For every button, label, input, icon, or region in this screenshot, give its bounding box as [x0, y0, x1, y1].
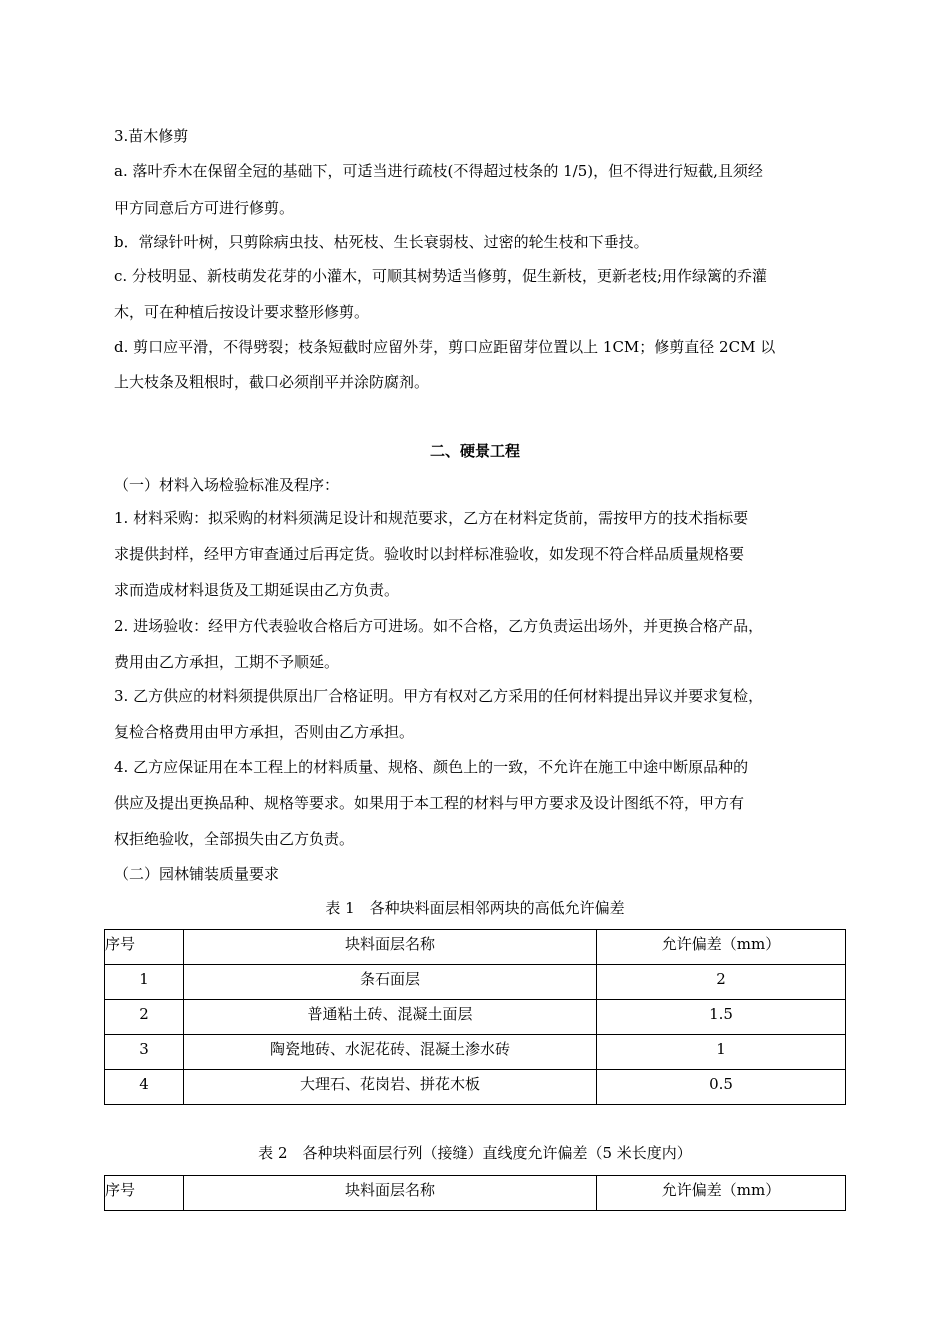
paragraph: 3. 乙方供应的材料须提供原出厂合格证明。甲方有权对乙方采用的任何材料提出异议并要求复检，	[114, 687, 764, 705]
header-cell: 允许偏差（mm）	[661, 1181, 781, 1199]
table2	[104, 1175, 846, 1211]
paragraph: 甲方同意后方可进行修剪。	[114, 199, 295, 217]
paragraph: （二）园林铺装质量要求	[114, 865, 280, 883]
table-row	[105, 1070, 846, 1105]
table-cell: 陶瓷地砖、水泥花砖、混凝土渗水砖	[269, 1040, 510, 1058]
table1-caption: 表 1 各种块料面层相邻两块的高低允许偏差	[325, 899, 625, 917]
table-row	[105, 1000, 846, 1035]
paragraph: （一）材料入场检验标准及程序：	[114, 476, 340, 494]
table-header-row	[105, 930, 846, 965]
paragraph: 4. 乙方应保证用在本工程上的材料质量、规格、颜色上的一致，不允许在施工中途中断原品种的	[114, 758, 749, 776]
table-cell: 大理石、花岗岩、拼花木板	[299, 1075, 480, 1093]
paragraph: 权拒绝验收，全部损失由乙方负责。	[114, 830, 355, 848]
paragraph: 1. 材料采购：拟采购的材料须满足设计和规范要求，乙方在材料定货前，需按甲方的技术指标要	[114, 509, 749, 527]
paragraph: 费用由乙方承担，工期不予顺延。	[114, 653, 340, 671]
paragraph: 木，可在种植后按设计要求整形修剪。	[114, 303, 370, 321]
table-cell: 4	[139, 1075, 149, 1093]
paragraph: 上大枝条及粗根时，截口必须削平并涂防腐剂。	[114, 373, 430, 391]
paragraph: 求提供封样，经甲方审查通过后再定货。验收时以封样标准验收，如发现不符合样品质量规格要	[114, 545, 745, 563]
table-header-row	[105, 1176, 846, 1211]
header-cell: 允许偏差（mm）	[661, 935, 781, 953]
table2-caption: 表 2 各种块料面层行列（接缝）直线度允许偏差（5 米长度内）	[258, 1144, 692, 1162]
header-cell: 块料面层名称	[344, 1181, 435, 1199]
table-cell: 3	[139, 1040, 149, 1058]
paragraph: 供应及提出更换品种、规格等要求。如果用于本工程的材料与甲方要求及设计图纸不符，甲方有	[114, 794, 745, 812]
paragraph: b．常绿针叶树，只剪除病虫技、枯死枝、生长衰弱枝、过密的轮生枝和下垂技。	[114, 233, 649, 251]
paragraph: 3.苗木修剪	[114, 127, 189, 145]
table-cell: 条石面层	[359, 970, 420, 988]
table-cell: 1.5	[709, 1005, 733, 1023]
table-row	[105, 965, 846, 1000]
header-cell: 序号	[105, 1181, 136, 1199]
header-cell: 块料面层名称	[344, 935, 435, 953]
paragraph: a. 落叶乔木在保留全冠的基础下，可适当进行疏枝(不得超过枝条的 1/5)，但不得进行短截,且须经	[114, 162, 763, 180]
table-cell: 0.5	[709, 1075, 733, 1093]
header-cell: 序号	[105, 935, 136, 953]
paragraph: 求而造成材料退货及工期延误由乙方负责。	[114, 581, 400, 599]
paragraph: 2. 进场验收：经甲方代表验收合格后方可进场。如不合格，乙方负责运出场外，并更换合格产品，	[114, 617, 764, 635]
table-cell: 1	[139, 970, 149, 988]
section-title: 二、硬景工程	[429, 442, 520, 460]
table-row	[105, 1035, 846, 1070]
table-cell: 普通粘土砖、混凝土面层	[307, 1005, 473, 1023]
table-cell: 2	[139, 1005, 149, 1023]
paragraph: d. 剪口应平滑，不得劈裂；枝条短截时应留外芽，剪口应距留芽位置以上 1CM；修剪直径 2CM 以	[114, 338, 776, 356]
table-cell: 2	[716, 970, 726, 988]
table1	[104, 929, 846, 1105]
table-cell: 1	[716, 1040, 726, 1058]
paragraph: 复检合格费用由甲方承担，否则由乙方承担。	[114, 723, 415, 741]
paragraph: c. 分枝明显、新枝萌发花芽的小灌木，可顺其树势适当修剪，促生新枝，更新老枝;用作绿篱的乔灌	[114, 267, 767, 285]
